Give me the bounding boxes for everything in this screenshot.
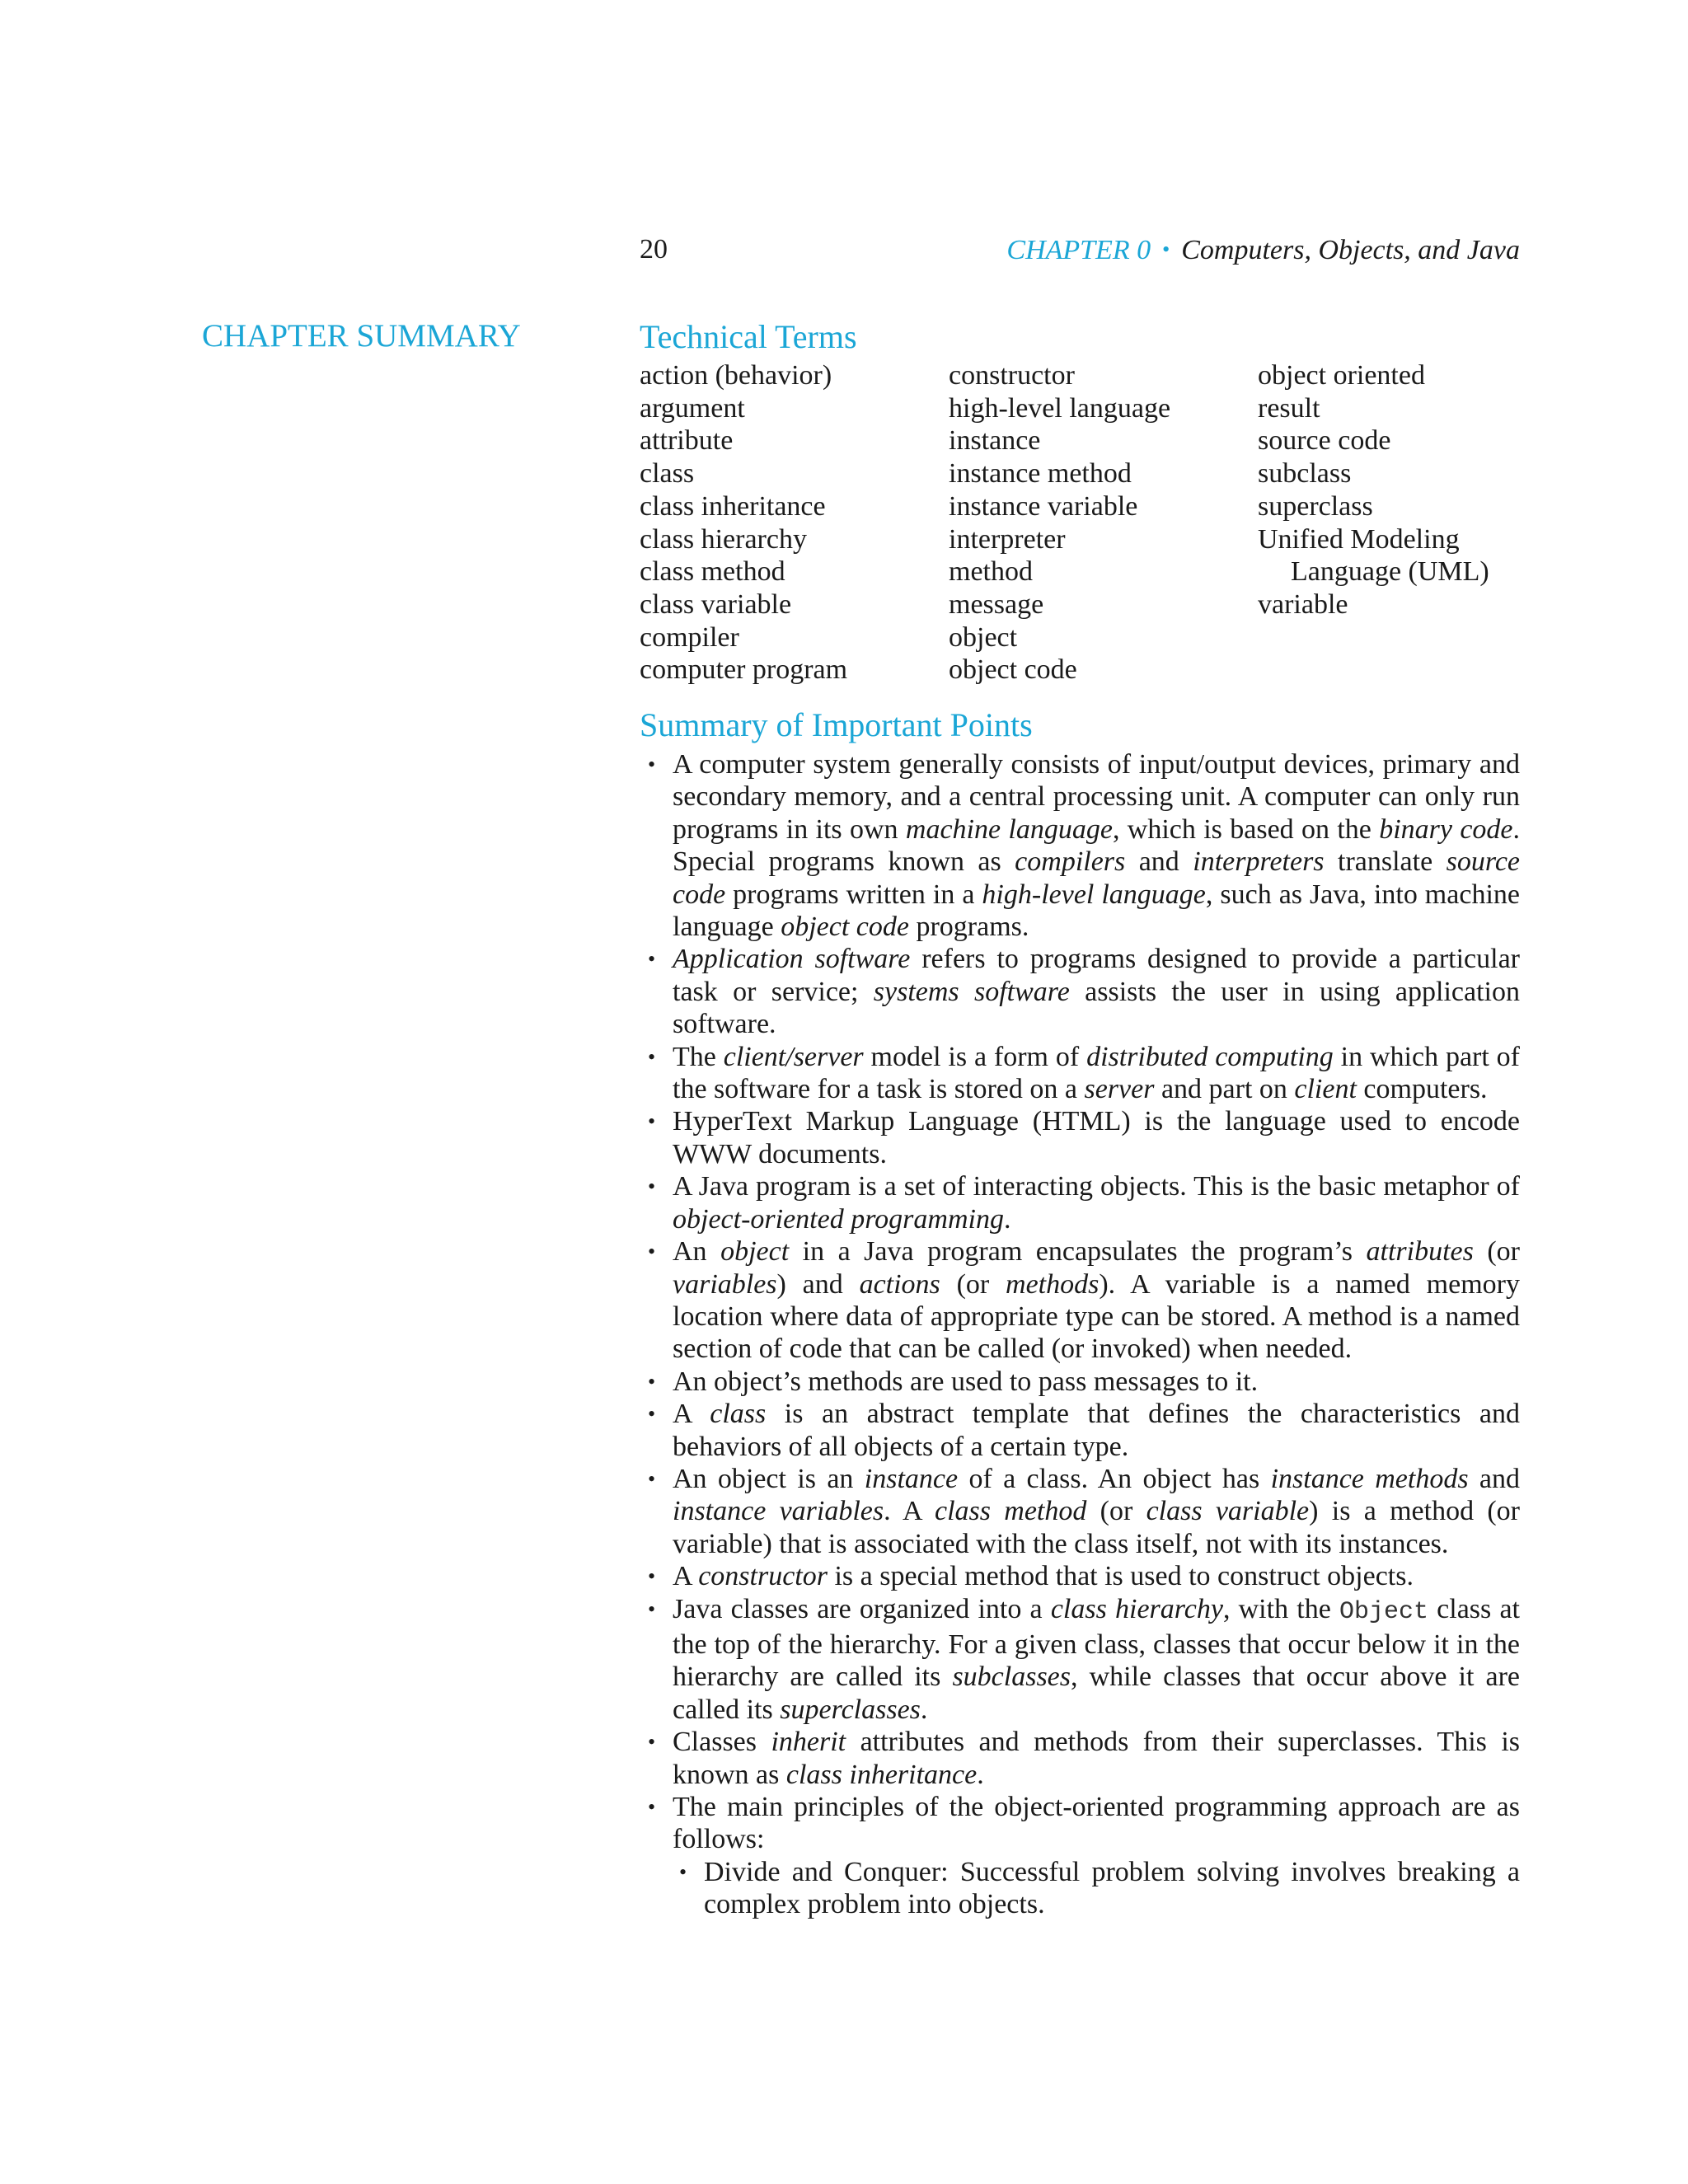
technical-term: instance method bbox=[949, 458, 1132, 490]
emphasized-term: object code bbox=[781, 912, 909, 943]
technical-term: instance variable bbox=[949, 490, 1138, 522]
point-text: in a Java program encapsulates the program’s bbox=[789, 1236, 1367, 1268]
point-text: ). A variable is a named memory location where data of appropriate type can be stored. A method is a named section of code that can be called (or invoked) when needed. bbox=[673, 1268, 1520, 1365]
summary-point bbox=[640, 1235, 1520, 1366]
point-text: An object’s methods are used to pass messages to it. bbox=[673, 1366, 1259, 1397]
chapter-label: CHAPTER 0 bbox=[1006, 235, 1151, 265]
point-text: An bbox=[673, 1236, 721, 1268]
technical-term: class bbox=[640, 458, 695, 490]
technical-term: superclass bbox=[1258, 490, 1373, 522]
point-text: , while classes that occur above it are called its bbox=[673, 1661, 1521, 1725]
technical-term: method bbox=[949, 556, 1033, 588]
summary-point bbox=[640, 1105, 1520, 1170]
chapter-heading bbox=[1006, 229, 1520, 271]
point-text: , such as Java, into machine language bbox=[673, 879, 1520, 943]
bullet-icon: • bbox=[648, 1564, 656, 1589]
terms-column-1 bbox=[640, 359, 847, 687]
page-number: 20 bbox=[640, 234, 668, 265]
emphasized-term: object bbox=[720, 1236, 790, 1268]
bullet-icon: • bbox=[648, 1596, 656, 1621]
summary-title: Summary of Important Points bbox=[640, 706, 1033, 743]
emphasized-term: actions bbox=[859, 1268, 940, 1300]
point-text: A Java program is a set of interacting objects. This is the basic metaphor of bbox=[673, 1171, 1520, 1202]
emphasized-term: class variable bbox=[1146, 1496, 1310, 1527]
emphasized-term: object-oriented programming bbox=[673, 1203, 1004, 1235]
point-text: , with the bbox=[1222, 1593, 1339, 1624]
technical-term: class method bbox=[640, 556, 785, 588]
point-text: of a class. An object has bbox=[958, 1463, 1271, 1494]
summary-point bbox=[640, 1366, 1520, 1398]
technical-term: class inheritance bbox=[640, 490, 826, 522]
emphasized-term: machine language bbox=[905, 813, 1113, 845]
emphasized-term: attributes bbox=[1366, 1236, 1474, 1268]
summary-point bbox=[640, 1041, 1520, 1106]
point-text: Divide and Conquer: Successful problem solving involves breaking a complex problem into objects. bbox=[704, 1856, 1520, 1920]
emphasized-term: binary code bbox=[1379, 813, 1513, 845]
technical-term: object bbox=[949, 621, 1018, 653]
emphasized-term: class method bbox=[934, 1496, 1087, 1527]
summary-sub-point bbox=[671, 1856, 1520, 1921]
point-text: is a special method that is used to construct objects. bbox=[827, 1561, 1414, 1592]
point-text: in which part of the software for a task is stored on a bbox=[673, 1041, 1521, 1105]
point-text: Java classes are organized into a bbox=[673, 1593, 1051, 1624]
point-text: attributes and methods from their superclasses. This is known as bbox=[673, 1727, 1520, 1790]
emphasized-term: server bbox=[1084, 1074, 1155, 1105]
point-text: A bbox=[673, 1561, 699, 1592]
emphasized-term: subclasses bbox=[952, 1661, 1071, 1693]
point-text: and part on bbox=[1154, 1074, 1295, 1105]
technical-term: variable bbox=[1258, 588, 1348, 620]
technical-term: Language (UML) bbox=[1291, 556, 1489, 588]
bullet-icon: • bbox=[648, 1730, 656, 1755]
emphasized-term: distributed computing bbox=[1086, 1041, 1334, 1072]
emphasized-term: Application software bbox=[673, 944, 911, 975]
emphasized-term: class hierarchy bbox=[1050, 1593, 1223, 1624]
emphasized-term: systems software bbox=[873, 976, 1070, 1007]
technical-term: action (behavior) bbox=[640, 360, 832, 391]
technical-term: object code bbox=[949, 654, 1077, 686]
point-text: ) is a method (or variable) that is associated with the class itself, not with its instances. bbox=[673, 1496, 1520, 1559]
point-text: ) and bbox=[776, 1268, 860, 1300]
emphasized-term: instance bbox=[864, 1463, 959, 1494]
running-head bbox=[640, 229, 1520, 270]
technical-term: subclass bbox=[1258, 458, 1352, 490]
point-text: assists the user in using application software. bbox=[673, 976, 1520, 1040]
point-text: and bbox=[1125, 846, 1193, 878]
point-text: Classes bbox=[673, 1727, 771, 1758]
summary-points-list bbox=[640, 748, 1520, 1921]
point-text: The bbox=[673, 1041, 724, 1072]
technical-term: message bbox=[949, 588, 1044, 620]
terms-column-2 bbox=[949, 359, 1170, 687]
bullet-icon: • bbox=[679, 1859, 687, 1884]
point-text: . bbox=[920, 1694, 928, 1725]
margin-heading: CHAPTER SUMMARY bbox=[202, 318, 521, 354]
summary-point bbox=[640, 1398, 1520, 1463]
summary-point bbox=[640, 1560, 1520, 1592]
technical-term: source code bbox=[1258, 425, 1391, 457]
bullet-icon: • bbox=[648, 1240, 656, 1264]
summary-point bbox=[640, 1726, 1520, 1791]
point-text: programs. bbox=[908, 912, 1029, 943]
point-text: (or bbox=[940, 1268, 1006, 1300]
technical-term: attribute bbox=[640, 425, 734, 457]
emphasized-term: client bbox=[1294, 1074, 1357, 1105]
point-text: A bbox=[673, 1399, 710, 1430]
emphasized-term: inherit bbox=[771, 1727, 846, 1758]
technical-term: instance bbox=[949, 425, 1041, 457]
technical-term: object oriented bbox=[1258, 360, 1425, 391]
emphasized-term: methods bbox=[1006, 1268, 1100, 1300]
emphasized-term: source code bbox=[673, 846, 1521, 910]
point-text: (or bbox=[1086, 1496, 1146, 1527]
point-text: refers to programs designed to provide a particular task or service; bbox=[673, 944, 1520, 1007]
technical-term: computer program bbox=[640, 654, 848, 686]
bullet-icon: • bbox=[648, 1369, 656, 1394]
point-text: model is a form of bbox=[863, 1041, 1087, 1072]
point-text: and bbox=[1468, 1463, 1520, 1494]
summary-point bbox=[640, 943, 1520, 1040]
emphasized-term: instance variables bbox=[673, 1496, 884, 1527]
terms-column-3 bbox=[1258, 359, 1489, 621]
technical-term: argument bbox=[640, 392, 745, 424]
summary-point bbox=[640, 1170, 1520, 1235]
bullet-icon: • bbox=[648, 1402, 656, 1427]
bullet-icon: • bbox=[648, 1795, 656, 1819]
point-text: computers. bbox=[1356, 1074, 1488, 1105]
bullet-icon: • bbox=[648, 1174, 656, 1199]
code-term: Object bbox=[1339, 1597, 1428, 1626]
bullet-icon: • bbox=[648, 752, 656, 776]
point-text: translate bbox=[1324, 846, 1447, 878]
summary-point bbox=[640, 1593, 1520, 1727]
technical-term: Unified Modeling bbox=[1258, 523, 1460, 555]
summary-point bbox=[640, 1463, 1520, 1560]
technical-term: high-level language bbox=[949, 392, 1171, 424]
point-text: The main principles of the object-oriented programming approach are as follows: bbox=[673, 1792, 1520, 1855]
emphasized-term: constructor bbox=[698, 1561, 828, 1592]
bullet-icon: • bbox=[648, 947, 656, 972]
point-text: (or bbox=[1473, 1236, 1520, 1268]
point-text: . A bbox=[884, 1496, 935, 1527]
chapter-title: Computers, Objects, and Java bbox=[1181, 235, 1520, 265]
summary-point bbox=[640, 1791, 1520, 1856]
emphasized-term: variables bbox=[673, 1268, 777, 1300]
point-text: , which is based on the bbox=[1112, 813, 1380, 845]
bullet-icon: • bbox=[648, 1109, 656, 1134]
point-text: . Special programs known as bbox=[673, 813, 1521, 878]
bullet-icon: • bbox=[648, 1466, 656, 1491]
summary-point bbox=[640, 748, 1520, 943]
point-text: . bbox=[977, 1759, 984, 1790]
emphasized-term: instance methods bbox=[1270, 1463, 1469, 1494]
bullet-icon: • bbox=[648, 1044, 656, 1069]
emphasized-term: interpreters bbox=[1193, 846, 1325, 878]
point-text: programs written in a bbox=[725, 879, 982, 910]
technical-term: constructor bbox=[949, 360, 1075, 391]
emphasized-term: client/server bbox=[723, 1041, 864, 1072]
emphasized-term: class bbox=[710, 1399, 767, 1430]
point-text: . bbox=[1003, 1203, 1011, 1235]
separator-bullet-icon: • bbox=[1162, 237, 1170, 261]
technical-term: class hierarchy bbox=[640, 523, 807, 555]
technical-term: result bbox=[1258, 392, 1320, 424]
emphasized-term: class inheritance bbox=[785, 1759, 978, 1790]
point-text: HyperText Markup Language (HTML) is the language used to encode WWW documents. bbox=[673, 1106, 1520, 1169]
point-text: An object is an bbox=[673, 1463, 865, 1494]
point-text: A computer system generally consists of input/output devices, primary and secondary memory, and a central processing unit. A computer can only run programs in its own bbox=[673, 749, 1520, 845]
technical-terms-title: Technical Terms bbox=[640, 318, 857, 355]
technical-term: compiler bbox=[640, 621, 739, 653]
emphasized-term: high-level language bbox=[982, 879, 1206, 910]
emphasized-term: superclasses bbox=[780, 1694, 921, 1725]
emphasized-term: compilers bbox=[1015, 846, 1126, 878]
technical-term: interpreter bbox=[949, 523, 1066, 555]
point-text: is an abstract template that defines the characteristics and behaviors of all objects of a certain type. bbox=[673, 1399, 1520, 1462]
point-text: class at the top of the hierarchy. For a given class, classes that occur below it in the hierarchy are called its bbox=[673, 1593, 1520, 1693]
technical-term: class variable bbox=[640, 588, 792, 620]
